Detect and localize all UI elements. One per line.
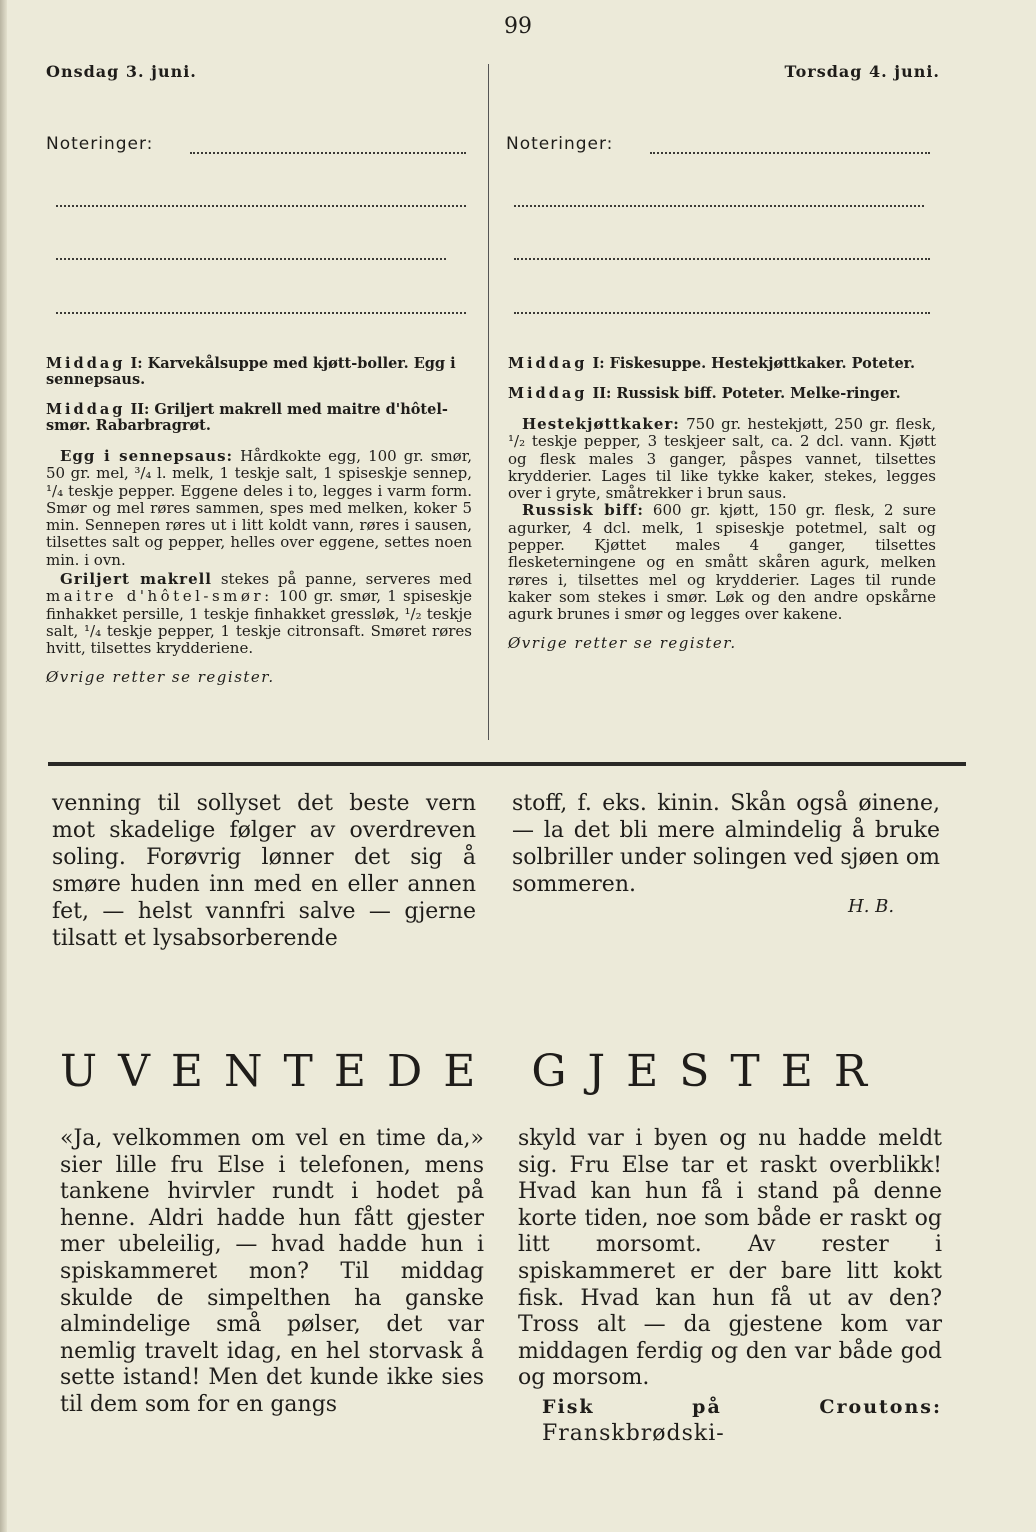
- day-heading-wednesday: Onsdag 3. juni.: [46, 62, 197, 81]
- article2-headline: UVENTEDE GJESTER: [60, 1046, 888, 1097]
- recipe-text: 100 gr. smør, 1 spiseskje finhakket persille, 1 teskje finhakket gressløk, ¹/₂ teskje salt, ¹/₄ teskje pepper, 1 teskje citronsaft. Smøret røres hvitt, tilsettes krydderiene.: [46, 587, 472, 658]
- recipe-egg-sennepsaus: [46, 448, 472, 569]
- menu-middag-1-left: [46, 356, 472, 388]
- day-heading-thursday: Torsdag 4. juni.: [784, 62, 940, 81]
- notes-dotline-right-1: [650, 152, 930, 154]
- notes-dotline-right-2: [514, 205, 924, 207]
- article2-recipe-lead-text: Franskbrødski-: [542, 1420, 725, 1446]
- article2-left-column: «Ja, velkommen om vel en time da,» sier lille fru Else i telefonen, mens tankene hvirvler rundt i hodet på henne. Aldri hadde hun fått gjester mer ubeleilig, — hvad hadde hun i spiskammeret mon? Til middag skulde de simpelthen ha ganske almindelige små pølser, det var nemlig travelt idag, en hel storvask å sette istand! Men det kunde ikke sies til dem som for en gangs: [60, 1126, 484, 1417]
- recipe-spaced-text: maitre d'hôtel-smør:: [46, 587, 273, 606]
- page-number: 99: [504, 14, 532, 39]
- menu-middag-2-left: [46, 402, 472, 434]
- menu-label: Middag: [46, 355, 126, 372]
- recipe-hestekjottkaker: [508, 416, 936, 502]
- notes-dotline-left-3: [56, 258, 446, 260]
- article2-recipe-lead: Fisk på Croutons:: [542, 1395, 942, 1418]
- menu-text: I: Karvekålsuppe med kjøtt-boller. Egg i sennepsaus.: [46, 355, 456, 388]
- notes-dotline-left-2: [56, 205, 466, 207]
- menu-middag-1-right: [508, 356, 936, 372]
- recipe-title: Egg i sennepsaus:: [60, 447, 234, 465]
- recipe-text: 750 gr. hestekjøtt, 250 gr. flesk, ¹/₂ teskje pepper, 3 teskjeer salt, ca. 2 dcl. vann. Kjøtt og flesk males 3 ganger, påspes vannet, tilsettes krydderier. Lages til like tykke kaker, stekes, legges over i gryte, småtrekker i brun saus.: [508, 415, 936, 503]
- notes-dotline-right-3: [514, 258, 930, 260]
- article2-right-text: skyld var i byen og nu hadde meldt sig. Fru Else tar et raskt overblikk! Hvad kan hun få i stand på denne korte tiden, noe som både er raskt og litt morsomt. Av rester i spiskammeret er der bare litt kokt fisk. Hvad kan hun få ut av den? Tross alt — da gjestene kom var middagen ferdig og den var både god og morsom.: [518, 1126, 942, 1391]
- column-divider: [488, 64, 489, 740]
- menu-middag-2-right: [508, 386, 936, 402]
- article2-recipe-lead-line: [518, 1394, 942, 1447]
- recipe-text: 600 gr. kjøtt, 150 gr. flesk, 2 sure agurker, 4 dcl. melk, 1 spiseskje potetmel, salt og pepper. Kjøttet males 4 ganger, tilsettes flesketerningene og en smått skåren agurk, melken røres i, tilsettes mel og krydderier. Lages til runde kaker som stekes i smør. Løk og den andre opskårne agurk brunes i smør og legges over kakene.: [508, 501, 936, 624]
- article1-left-column: venning til sollyset det beste vern mot skadelige følger av overdreven soling. Forøvrig lønner det sig å smøre huden inn med en eller annen fet, — helst vannfri salve — gjerne tilsatt et lysabsorberende: [52, 791, 476, 951]
- notes-dotline-right-4: [514, 312, 930, 314]
- article2-right-column: [518, 1126, 942, 1447]
- menu-text: II: Russisk biff. Poteter. Melke-ringer.: [592, 385, 901, 402]
- article1-right-column: stoff, f. eks. kinin. Skån også øinene, — la det bli mere almindelig å bruke solbriller under solingen ved sjøen om sommeren.: [512, 791, 940, 897]
- notes-label-left: Noteringer:: [46, 134, 154, 154]
- recipe-russisk-biff: [508, 502, 936, 623]
- article1-signature: H. B.: [848, 896, 895, 917]
- recipe-title: Russisk biff:: [522, 501, 644, 520]
- page-spine-edge: [0, 0, 7, 1532]
- notes-dotline-left-1: [190, 152, 466, 154]
- recipe-griljert-makrell: [46, 571, 472, 657]
- right-menu-block: [508, 356, 936, 652]
- recipe-title: Hestekjøttkaker:: [522, 415, 680, 433]
- menu-text: II: Griljert makrell med maitre d'hôtel-smør. Rabarbragrøt.: [46, 401, 448, 434]
- recipe-text: stekes på panne, serveres med: [220, 570, 472, 589]
- menu-label: Middag: [508, 385, 588, 402]
- left-menu-block: [46, 356, 472, 686]
- menu-label: Middag: [508, 355, 588, 372]
- section-divider-rule: [48, 762, 966, 766]
- recipe-text: Hårdkokte egg, 100 gr. smør, 50 gr. mel, ³/₄ l. melk, 1 teskje salt, 1 spiseskje sennep, ¹/₄ teskje pepper. Eggene deles i to, legges i varm form. Smør og mel røres sammen, spes med melken, koker 5 min. Sennepen røres ut i litt koldt vann, røres i sausen, tilsettes salt og pepper, helles over eggene, settes noen min. i ovn.: [46, 447, 472, 569]
- ovrige-retter-right: Øvrige retter se register.: [508, 633, 737, 652]
- notes-dotline-left-4: [56, 312, 466, 314]
- recipe-title: Griljert makrell: [60, 570, 213, 589]
- ovrige-retter-left: Øvrige retter se register.: [46, 667, 275, 686]
- menu-label: Middag: [46, 401, 126, 418]
- notes-label-right: Noteringer:: [506, 134, 614, 154]
- menu-text: I: Fiskesuppe. Hestekjøttkaker. Poteter.: [592, 355, 916, 372]
